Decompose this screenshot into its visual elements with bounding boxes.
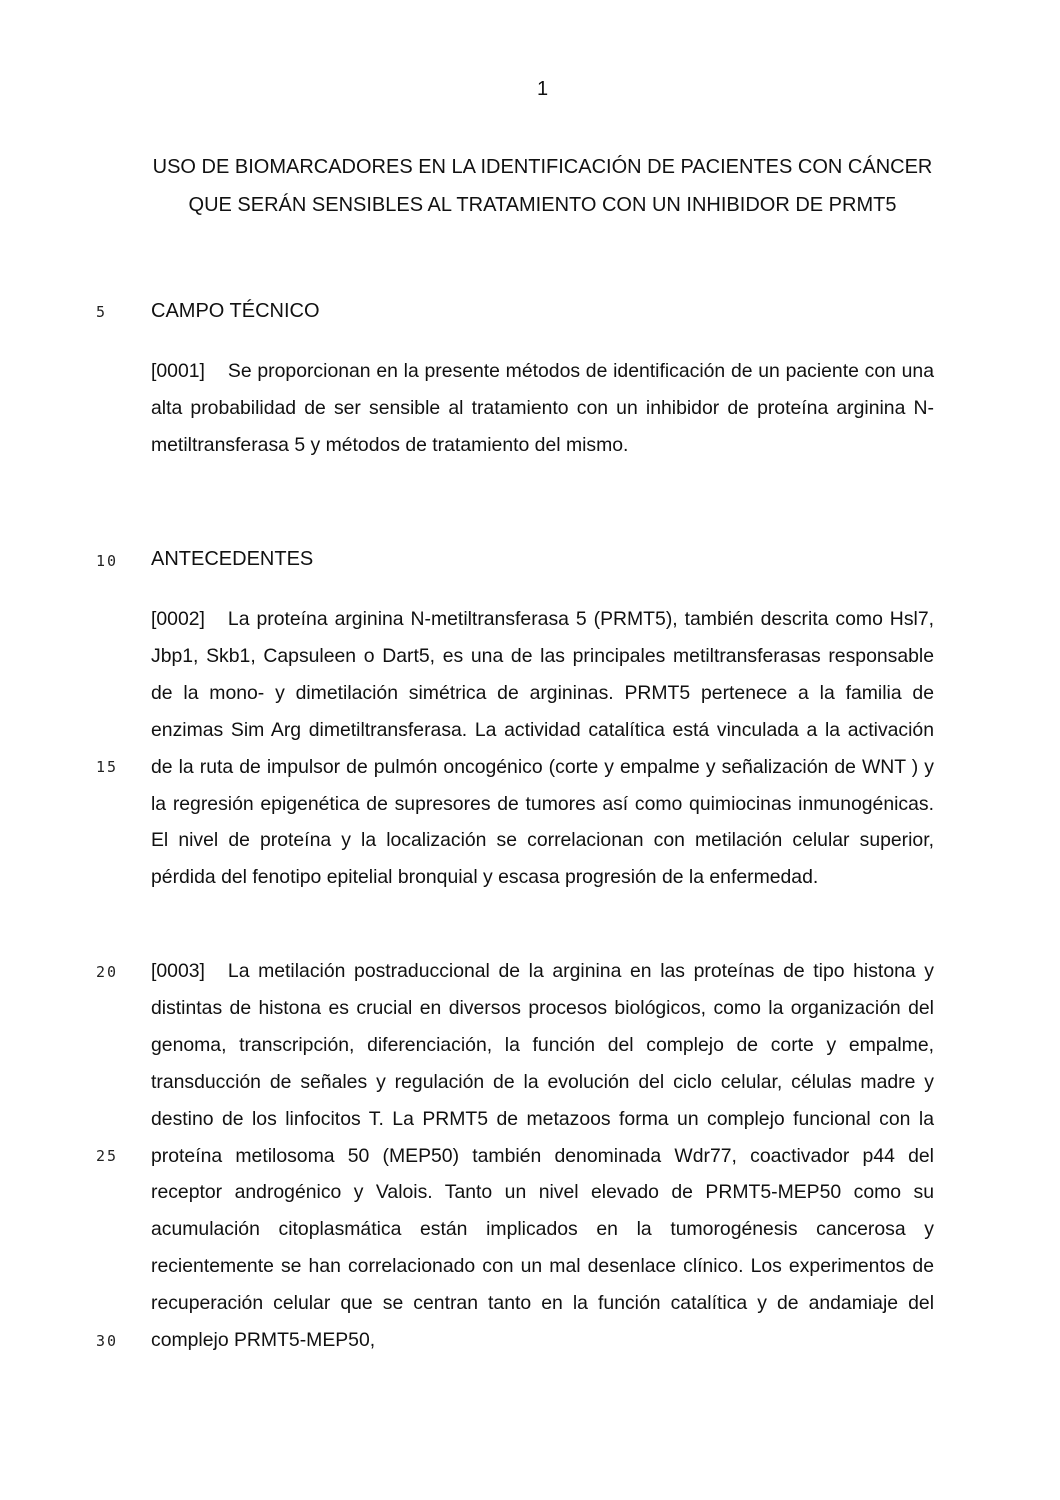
line-number: 5 xyxy=(96,303,108,321)
paragraph-number: [0001] xyxy=(151,360,205,382)
page-number: 1 xyxy=(536,78,549,100)
paragraph-0003 xyxy=(151,953,934,1359)
line-number: 15 xyxy=(96,758,119,776)
paragraph-number: [0002] xyxy=(151,608,205,630)
section-heading: CAMPO TÉCNICO xyxy=(151,300,320,322)
line-number: 20 xyxy=(96,963,119,981)
paragraph-text: La metilación postraduccional de la arginina en las proteínas de tipo histona y distintas de histona es crucial en diversos procesos biológicos, como la organización del genoma, transcripción, diferenciación, la función del complejo de corte y empalme, transducción de señales y regulación de la evolución del ciclo celular, células madre y destino de los linfocitos T. La PRMT5 de metazoos forma un complejo funcional con la proteína metilosoma 50 (MEP50) también denominada Wdr77, coactivador p44 del receptor androgénico y Valois. Tanto un nivel elevado de PRMT5-MEP50 como su acumulación citoplasmática están implicados en la tumorogénesis cancerosa y recientemente se han correlacionado con un mal desenlace clínico. Los experimentos de recuperación celular que se centran tanto en la función catalítica y de andamiaje del complejo PRMT5-MEP50, xyxy=(151,960,934,1352)
line-number: 10 xyxy=(96,552,119,570)
section-heading: ANTECEDENTES xyxy=(151,548,314,570)
paragraph-number: [0003] xyxy=(151,960,205,982)
line-number: 30 xyxy=(96,1332,119,1350)
paragraph-0001 xyxy=(151,353,934,464)
paragraph-0002 xyxy=(151,601,934,896)
paragraph-text: La proteína arginina N-metiltransferasa 5 (PRMT5), también descrita como Hsl7, Jbp1, Skb1, Capsuleen o Dart5, es una de las principales metiltransferasas responsable de la mono- y dimetilación simétrica de argininas. PRMT5 pertenece a la familia de enzimas Sim Arg dimetiltransferasa. La actividad catalítica está vinculada a la activación de la ruta de impulsor de pulmón oncogénico (corte y empalme y señalización de WNT ) y la regresión epigenética de supresores de tumores así como quimiocinas inmunogénicas. El nivel de proteína y la localización se correlacionan con metilación celular superior, pérdida del fenotipo epitelial bronquial y escasa progresión de la enfermedad. xyxy=(151,608,934,889)
line-number: 25 xyxy=(96,1147,119,1165)
paragraph-text: Se proporcionan en la presente métodos de identificación de un paciente con una alta probabilidad de ser sensible al tratamiento con un inhibidor de proteína arginina N-metiltransferasa 5 y métodos de tratamiento del mismo. xyxy=(151,360,934,456)
document-title: USO DE BIOMARCADORES EN LA IDENTIFICACIÓN DE PACIENTES CON CÁNCER QUE SERÁN SENSIBLES AL TRATAMIENTO CON UN INHIBIDOR DE PRMT5 xyxy=(152,156,933,216)
